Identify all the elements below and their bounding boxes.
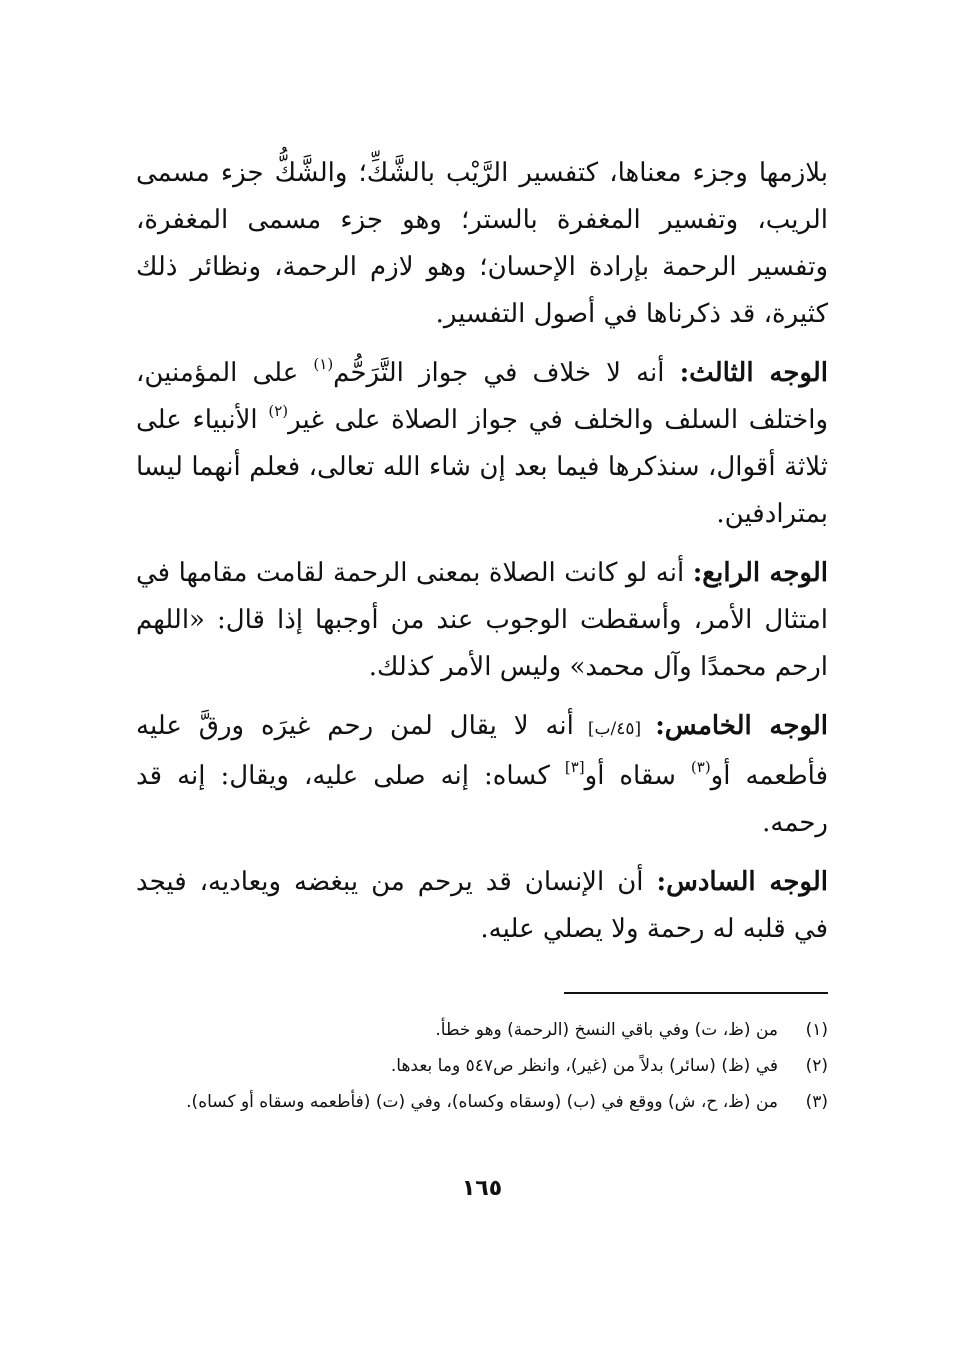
main-text [136,150,828,965]
footnote-number: (٣) [805,1092,828,1112]
footnote-marker[interactable]: [٣] [564,758,585,776]
footnote-marker[interactable]: (٢) [268,402,289,420]
footnotes [136,1012,828,1120]
footnote-marker[interactable]: (١) [313,355,334,373]
section-label: الوجه الرابع: [692,558,828,588]
section-label: الوجه الثالث: [679,358,829,388]
section-label: الوجه السادس: [656,867,828,897]
footnote-text: من (ظ، ح، ش) ووقع في (ب) (وسقاه وكساه)، وفي (ت) (فأطعمه وسقاه أو كساه). [186,1092,778,1112]
footnote [136,1084,828,1120]
page-number: ١٦٥ [461,1176,503,1201]
footnote-text: من (ظ، ت) وفي باقي النسخ (الرحمة) وهو خطأ. [435,1020,778,1040]
footnote [136,1012,828,1048]
paragraph-2: الوجه الثالث: أنه لا خلاف في جواز التَّرَحُّم$^{(١)}$ على المؤمنين، واختلف السلف والخلف في جواز الصلاة على غير$^{(٢)}$ الأنبياء على ثلاثة أقوال، سنذكرها فيما بعد إن شاء الله تعالى، فعلم أنهما ليسا بمترادفين. [136,355,829,529]
footnote [136,1048,828,1084]
footnote-number: (١) [805,1020,828,1040]
paragraph-1: بلازمها وجزء معناها، كتفسير الرَّيْب بالشَّكِّ؛ والشَّكُّ جزء مسمى الريب، وتفسير المغفرة بالستر؛ وهو جزء مسمى المغفرة، وتفسير الرحمة بإرادة الإحسان؛ وهو لازم الرحمة، ونظائر ذلك كثيرة، قد ذكرناها في أصول التفسير. [136,158,828,329]
footnote-text: في (ظ) (سائر) بدلاً من (غير)، وانظر ص٥٤٧ وما بعدها. [390,1056,778,1076]
manuscript-reference: [٤٥/ب] [573,719,656,739]
section-label: الوجه الخامس: [655,711,828,741]
paragraph-5: الوجه السادس: أن الإنسان قد يرحم من يبغضه ويعاديه، فيجد في قلبه له رحمة ولا يصلي عليه. [136,867,828,944]
paragraph-3: الوجه الرابع: أنه لو كانت الصلاة بمعنى الرحمة لقامت مقامها في امتثال الأمر، وأسقطت الوجوب عند من أوجبها إذا قال: «اللهم ارحم محمدًا وآل محمد» وليس الأمر كذلك. [136,558,828,682]
paragraph-4: الوجه الخامس: [٤٥/ب] أنه لا يقال لمن رحم غيرَه ورقَّ عليه فأطعمه أو$^{(٣)}$ سقاه أو[٣] كساه: إنه صلى عليه، ويقال: إنه قد رحمه. [136,711,828,838]
footnote-separator [564,992,828,994]
footnote-marker[interactable]: (٣) [690,758,711,776]
footnote-number: (٢) [805,1056,828,1076]
